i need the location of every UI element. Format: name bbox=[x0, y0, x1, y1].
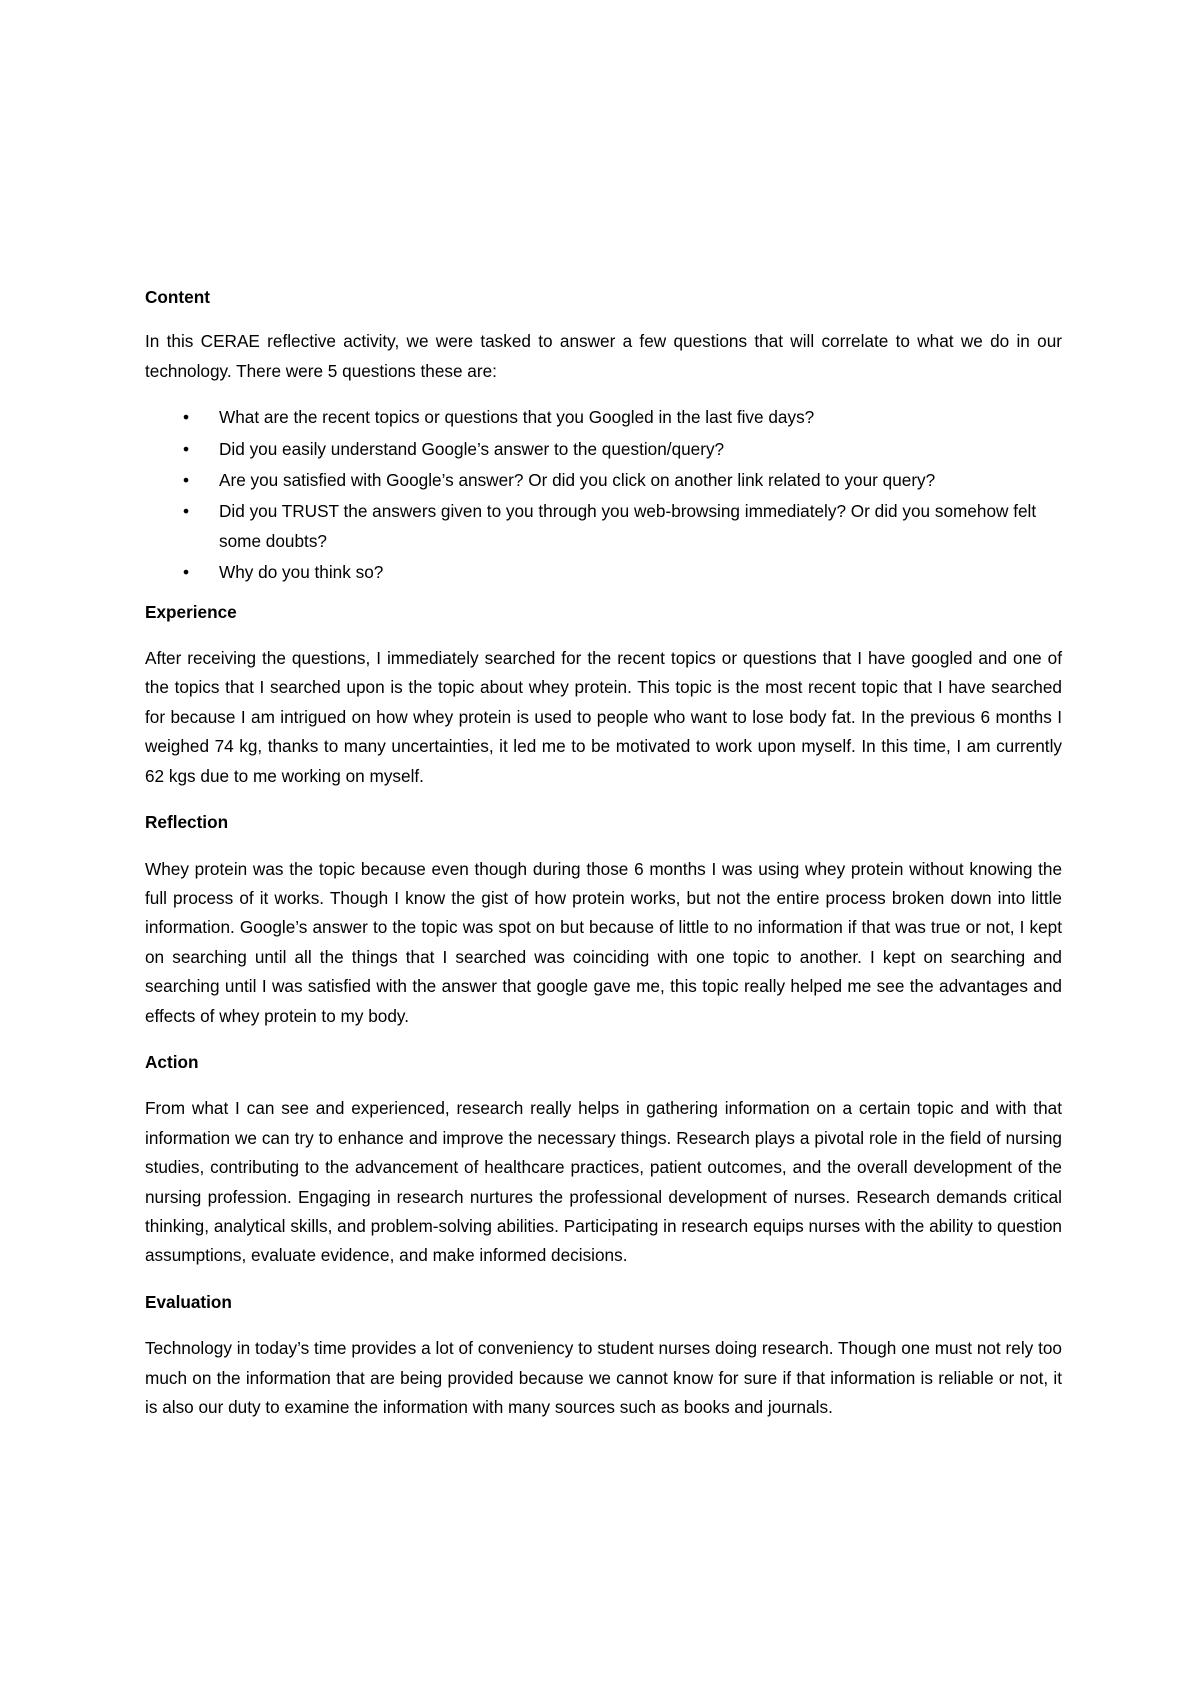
bullet-icon: • bbox=[183, 470, 190, 491]
question-text: Are you satisfied with Google’s answer? Or did you click on another link related to your query? bbox=[219, 470, 936, 491]
action-paragraph: From what I can see and experienced, research really helps in gathering information on a certain topic and with that information we can try to enhance and improve the necessary things. Research plays a pivotal role in the field of nursing studies, contributing to the advancement of healthcare practices, patient outcomes, and the overall development of the nursing profession. Engaging in research nurtures the professional development of nurses. Research demands critical thinking, analytical skills, and problem-solving abilities. Participating in research equips nurses with the ability to question assumptions, evaluate evidence, and make informed decisions. bbox=[145, 1098, 1062, 1266]
bullet-icon: • bbox=[183, 438, 190, 459]
section-heading-action: Action bbox=[145, 1051, 199, 1072]
document-body bbox=[145, 283, 1062, 1439]
evaluation-paragraph: Technology in today’s time provides a lot of conveniency to student nurses doing research. Though one must not rely too much on the information that are being provided because we cannot know for sure if that information is reliable or not, it is also our duty to examine the information with many sources such as books and journals. bbox=[145, 1338, 1062, 1417]
bullet-icon: • bbox=[183, 501, 190, 522]
bullet-icon: • bbox=[183, 562, 190, 583]
question-text: Did you easily understand Google’s answer to the question/query? bbox=[219, 438, 725, 459]
section-heading-experience: Experience bbox=[145, 601, 237, 622]
section-heading-content: Content bbox=[145, 287, 210, 307]
question-text: Why do you think so? bbox=[219, 562, 384, 583]
question-text: What are the recent topics or questions that you Googled in the last five days? bbox=[219, 407, 815, 428]
questions-list bbox=[145, 403, 1062, 587]
list-item bbox=[145, 435, 1062, 464]
reflection-paragraph: Whey protein was the topic because even though during those 6 months I was using whey protein without knowing the full process of it works. Though I know the gist of how protein works, but not the entire process broken down into little information. Google’s answer to the topic was spot on but because of little to no information if that was true or not, I kept on searching until all the things that I searched was coinciding with one topic to another. I kept on searching and searching until I was satisfied with the answer that google gave me, this topic really helped me see the advantages and effects of whey protein to my body. bbox=[145, 858, 1062, 1026]
content-paragraph: In this CERAE reflective activity, we were tasked to answer a few questions that will correlate to what we do in our technology. There were 5 questions these are: bbox=[145, 331, 1062, 381]
bullet-icon: • bbox=[183, 407, 190, 428]
section-heading-evaluation: Evaluation bbox=[145, 1291, 232, 1312]
list-item bbox=[145, 466, 1062, 495]
list-item bbox=[145, 497, 1062, 556]
section-heading-reflection: Reflection bbox=[145, 812, 229, 833]
experience-paragraph: After receiving the questions, I immediately searched for the recent topics or questions that I have googled and one of the topics that I searched upon is the topic about whey protein. This topic is the most recent topic that I have searched for because I am intrigued on how whey protein is used to people who want to lose body fat. In the previous 6 months I weighed 74 kg, thanks to many uncertainties, it led me to be motivated to work upon myself. In this time, I am currently 62 kgs due to me working on myself. bbox=[145, 648, 1062, 786]
question-text: Did you TRUST the answers given to you through you web-browsing immediately? Or did you somehow felt some doubts? bbox=[219, 501, 1037, 551]
list-item bbox=[145, 558, 1062, 587]
list-item bbox=[145, 403, 1062, 432]
